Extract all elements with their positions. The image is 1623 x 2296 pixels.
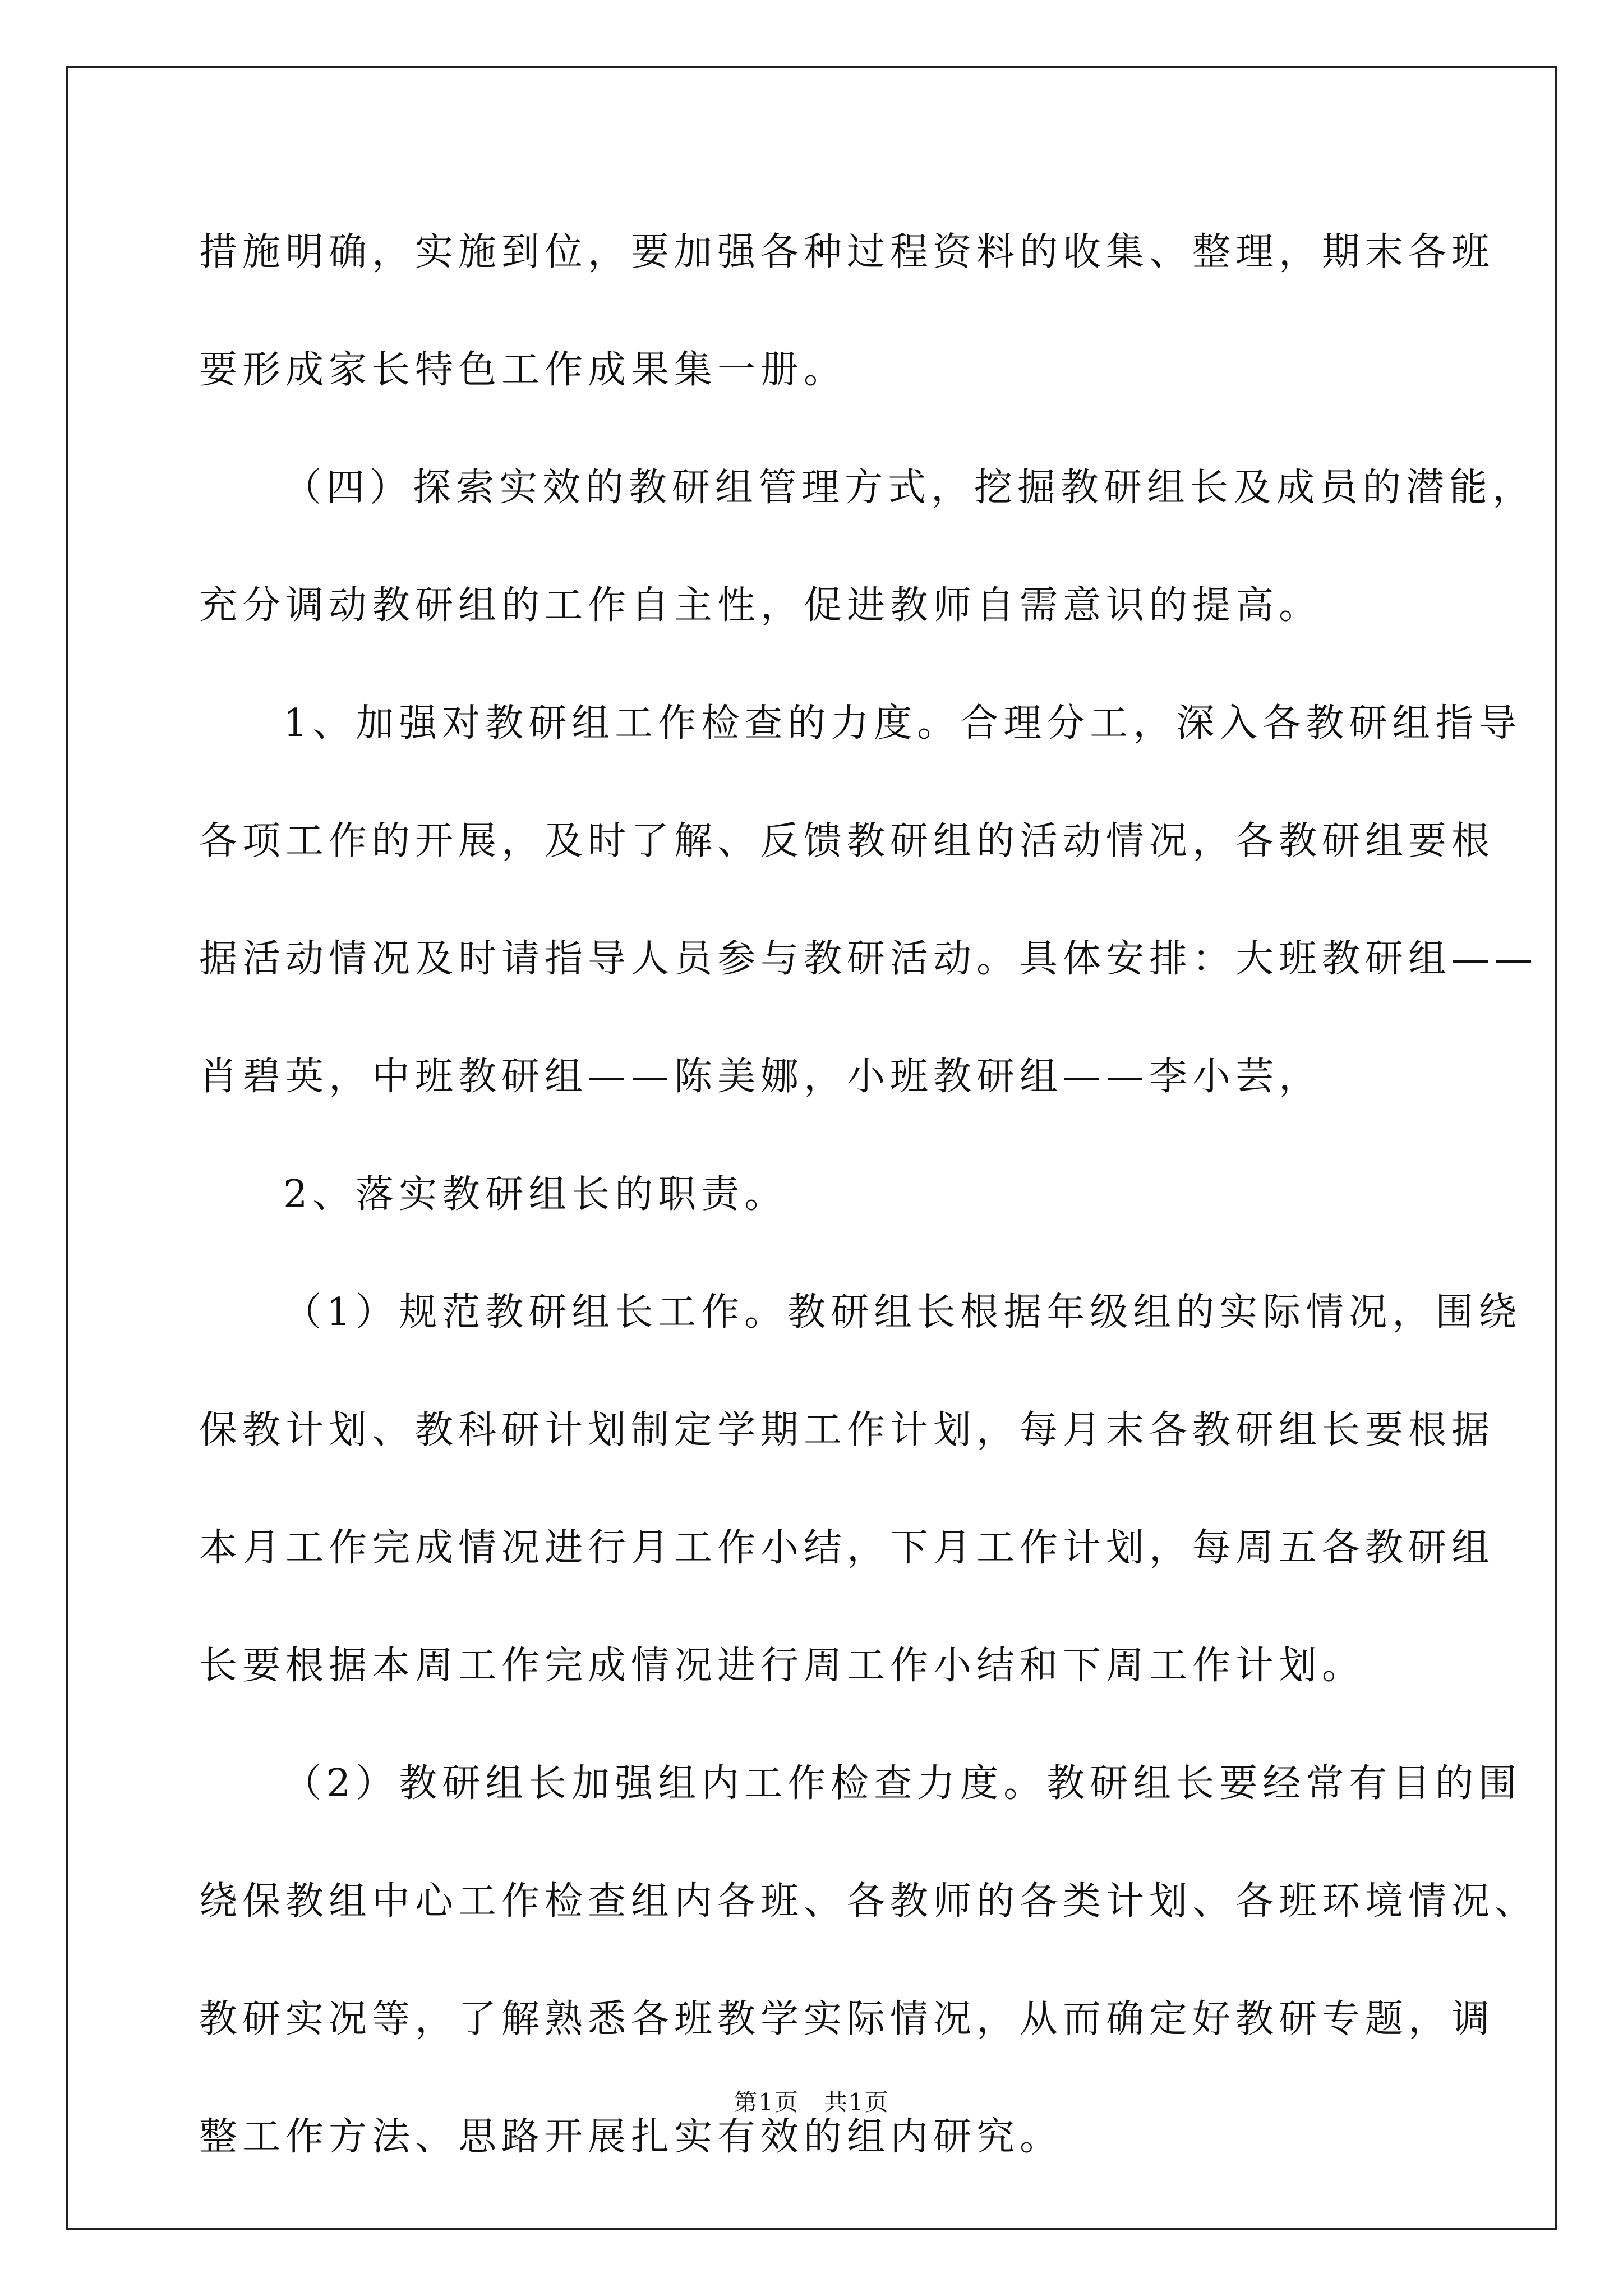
document-body (199, 213, 1538, 2216)
text-line: （1）规范教研组长工作。教研组长根据年级组的实际情况，围绕 (283, 1290, 1522, 1335)
text-line: 1、加强对教研组工作检查的力度。合理分工，深入各教研组指导 (283, 701, 1522, 746)
text-line: 整工作方法、思路开展扎实有效的组内研究。 (199, 2115, 1063, 2159)
text-line: （四）探索实效的教研组管理方式，挖掘教研组长及成员的潜能， (283, 466, 1536, 510)
text-line: （2）教研组长加强组内工作检查力度。教研组长要经常有目的围 (283, 1761, 1522, 1806)
text-line: 各项工作的开展，及时了解、反馈教研组的活动情况，各教研组要根 (199, 819, 1495, 863)
text-line: 长要根据本周工作完成情况进行周工作小结和下周工作计划。 (199, 1644, 1366, 1688)
text-line: 据活动情况及时请指导人员参与教研活动。具体安排：大班教研组—— (199, 937, 1538, 981)
page-number-footer: 第1页 共1页 (734, 2088, 889, 2116)
text-line: 肖碧英，中班教研组——陈美娜，小班教研组——李小芸， (199, 1055, 1322, 1099)
text-line: 本月工作完成情况进行月工作小结，下月工作计划，每周五各教研组 (199, 1526, 1495, 1570)
text-line: 措施明确，实施到位，要加强各种过程资料的收集、整理，期末各班 (199, 230, 1495, 274)
text-line: 2、落实教研组长的职责。 (283, 1172, 788, 1217)
text-line: 教研实况等，了解熟悉各班教学实际情况，从而确定好教研专题，调 (199, 1997, 1495, 2041)
text-line: 充分调动教研组的工作自主性，促进教师自需意识的提高。 (199, 583, 1322, 628)
text-line: 保教计划、教科研计划制定学期工作计划，每月末各教研组长要根据 (199, 1408, 1495, 1452)
text-line: 绕保教组中心工作检查组内各班、各教师的各类计划、各班环境情况、 (199, 1879, 1538, 1924)
text-line: 要形成家长特色工作成果集一册。 (199, 348, 847, 392)
